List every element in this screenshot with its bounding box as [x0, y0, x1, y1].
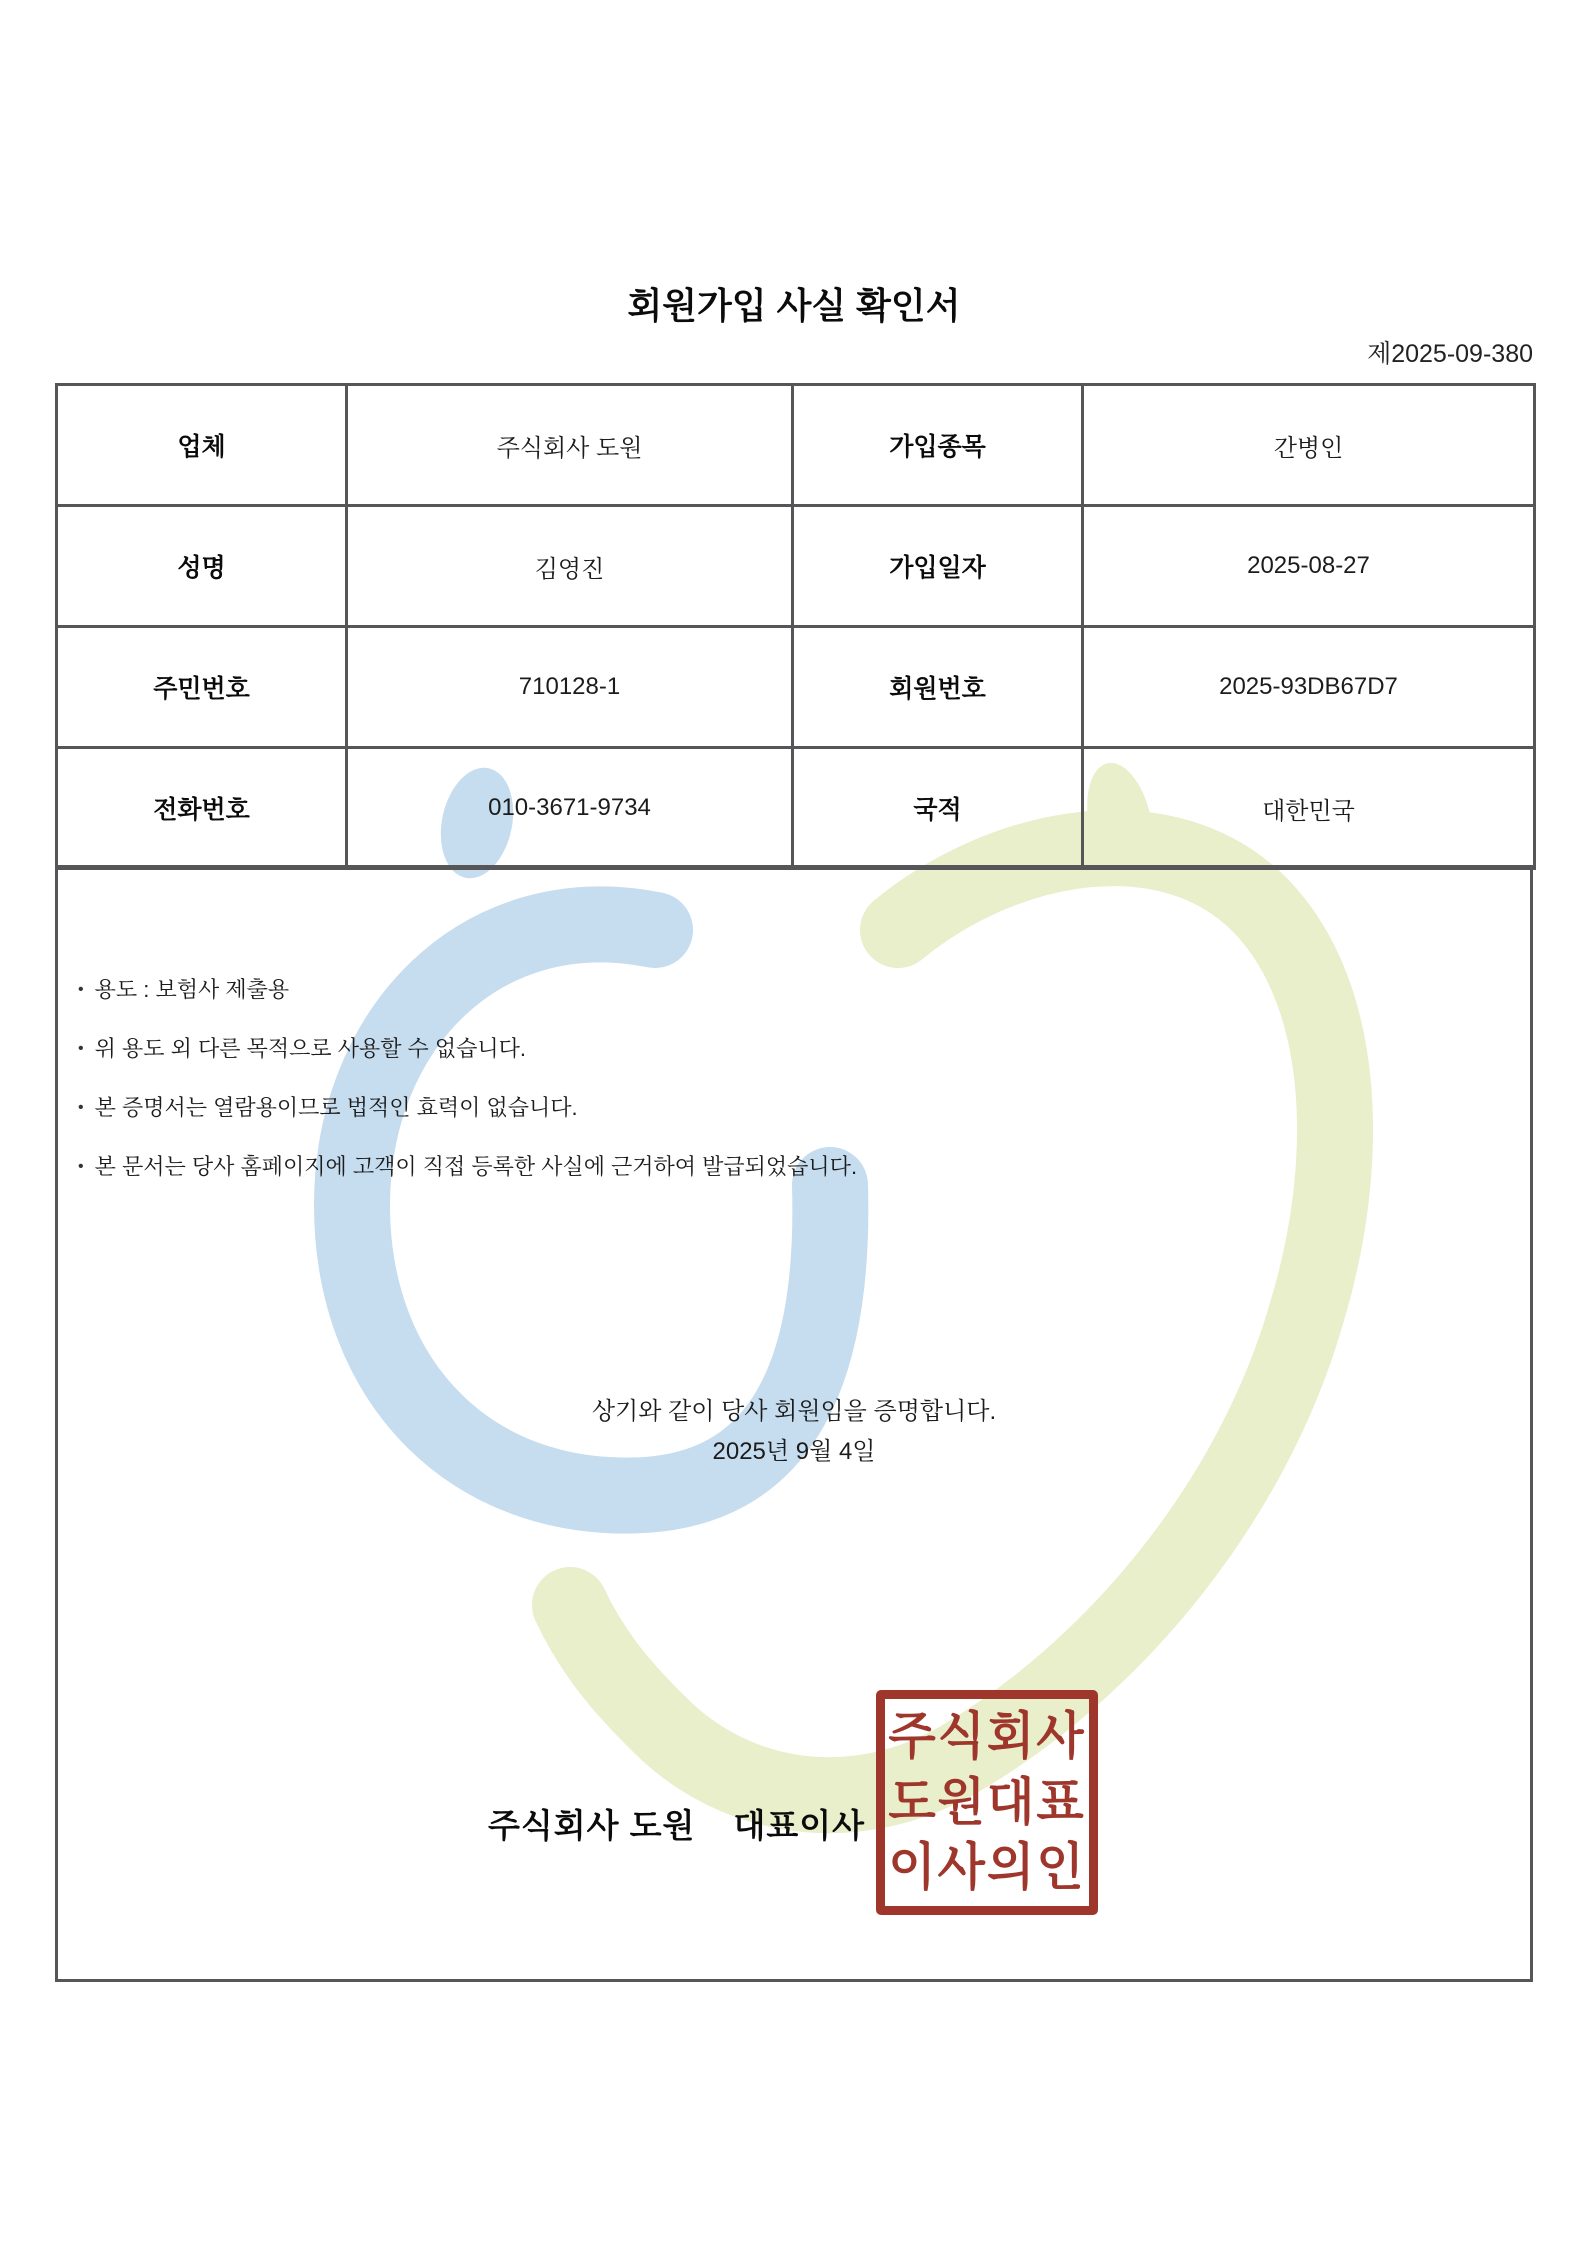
label-member-number: 회원번호 — [793, 627, 1083, 748]
value-resident-number: 710128-1 — [347, 627, 793, 748]
label-name: 성명 — [57, 506, 347, 627]
value-membership-type: 간병인 — [1083, 385, 1535, 506]
issuer-company: 주식회사 도원 — [488, 1807, 696, 1844]
label-nationality: 국적 — [793, 748, 1083, 869]
statement-text: 상기와 같이 당사 회원임을 증명합니다. — [591, 1398, 997, 1425]
table-row — [57, 748, 1535, 869]
table-row — [57, 385, 1535, 506]
value-phone-number: 010-3671-9734 — [347, 748, 793, 869]
value-nationality: 대한민국 — [1083, 748, 1535, 869]
note-purpose: • 용도 : 보험사 제출용 — [78, 977, 290, 1002]
seal-text-row: 주식회사 — [888, 1708, 1086, 1765]
value-name: 김영진 — [347, 506, 793, 627]
seal-text-row: 도원대표 — [888, 1774, 1086, 1831]
seal-text-row: 이사의인 — [888, 1840, 1086, 1897]
note-usage-restriction: • 위 용도 외 다른 목적으로 사용할 수 없습니다. — [78, 1036, 527, 1061]
member-info-table — [55, 383, 1536, 870]
bullet-icon: • — [78, 1158, 84, 1175]
table-row — [57, 627, 1535, 748]
bullet-icon: • — [78, 981, 84, 998]
corporate-seal-stamp — [876, 1690, 1098, 1915]
notes-list — [78, 962, 857, 1198]
issuer-role: 대표이사 — [733, 1807, 865, 1844]
certification-statement — [0, 1392, 1588, 1472]
note-issued-basis: • 본 문서는 당사 홈페이지에 고객이 직접 등록한 사실에 근거하여 발급되었습니다. — [78, 1154, 858, 1179]
bullet-icon: • — [78, 1040, 84, 1057]
table-row — [57, 506, 1535, 627]
note-no-legal-effect: • 본 증명서는 열람용이므로 법적인 효력이 없습니다. — [78, 1095, 578, 1120]
label-phone-number: 전화번호 — [57, 748, 347, 869]
value-join-date: 2025-08-27 — [1083, 506, 1535, 627]
value-member-number: 2025-93DB67D7 — [1083, 627, 1535, 748]
page-title: 회원가입 사실 확인서 — [627, 285, 961, 326]
label-join-date: 가입일자 — [793, 506, 1083, 627]
issuer-line — [488, 1800, 865, 1847]
label-membership-type: 가입종목 — [793, 385, 1083, 506]
label-company: 업체 — [57, 385, 347, 506]
issue-date: 2025년 9월 4일 — [712, 1438, 876, 1465]
bullet-icon: • — [78, 1099, 84, 1116]
label-resident-number: 주민번호 — [57, 627, 347, 748]
document-number: 제2025-09-380 — [1367, 340, 1533, 368]
value-company: 주식회사 도원 — [347, 385, 793, 506]
